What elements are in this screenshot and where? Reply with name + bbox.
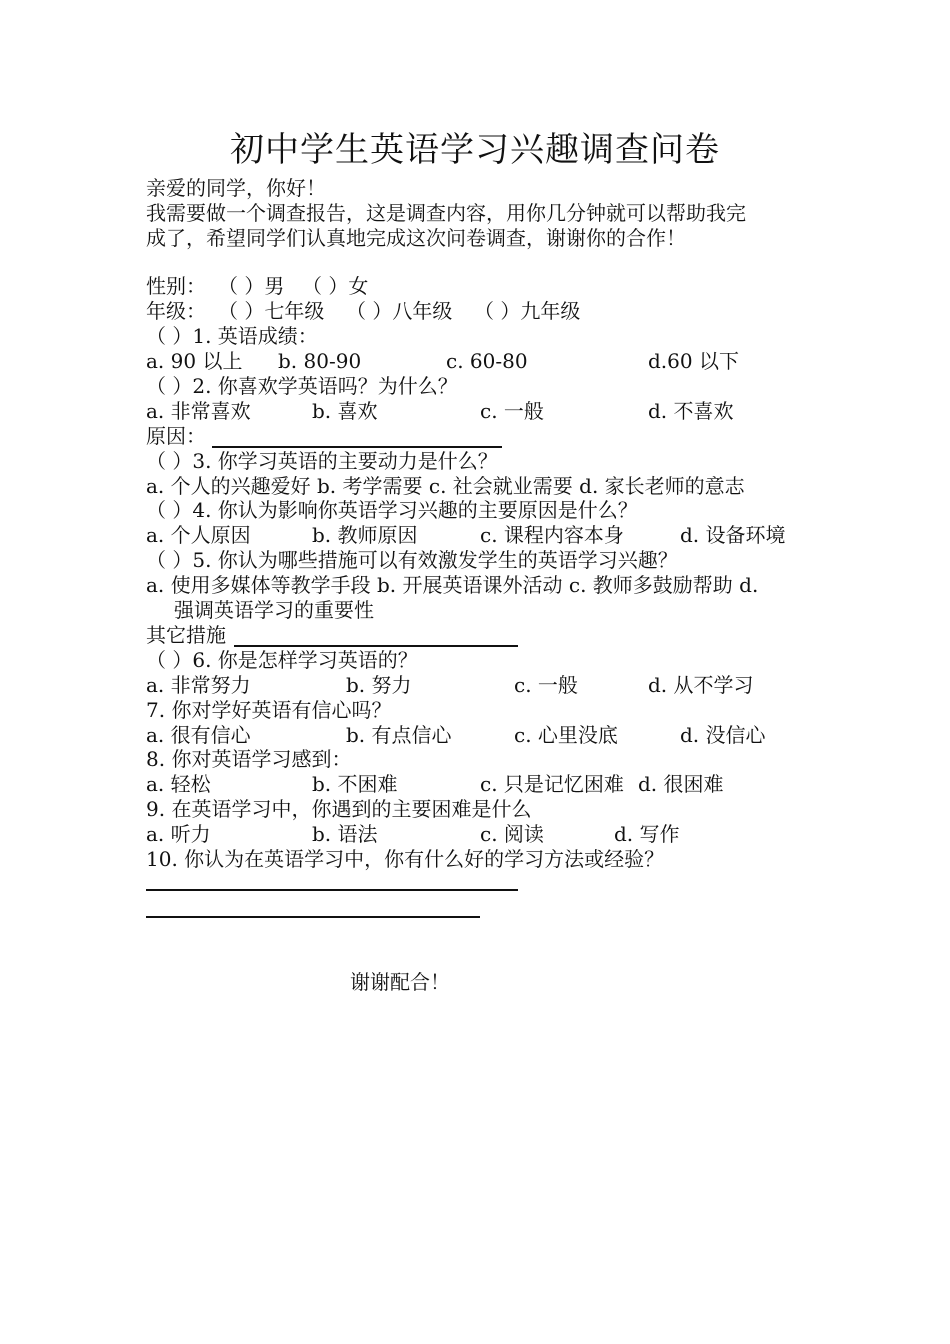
q4-option-b[interactable]: b. 教师原因 xyxy=(312,523,418,547)
q2-option-a[interactable]: a. 非常喜欢 xyxy=(146,399,251,423)
gender-option-male[interactable]: （ ）男 xyxy=(218,274,285,298)
q1-option-a[interactable]: a. 90 以上 xyxy=(146,349,243,373)
other-measures-answer-line[interactable] xyxy=(234,645,518,647)
intro-line-2: 成了，希望同学们认真地完成这次问卷调查，谢谢你的合作！ xyxy=(146,226,686,250)
question-9: 9. 在英语学习中，你遇到的主要困难是什么 xyxy=(146,797,532,821)
closing-thanks: 谢谢配合！ xyxy=(350,970,450,994)
q4-option-c[interactable]: c. 课程内容本身 xyxy=(480,523,624,547)
q9-option-a[interactable]: a. 听力 xyxy=(146,822,211,846)
q4-option-a[interactable]: a. 个人原因 xyxy=(146,523,251,547)
intro-line-1: 我需要做一个调查报告，这是调查内容，用你几分钟就可以帮助我完 xyxy=(146,201,746,225)
q2-option-c[interactable]: c. 一般 xyxy=(480,399,544,423)
question-7: 7. 你对学好英语有信心吗？ xyxy=(146,698,392,722)
greeting: 亲爱的同学，你好！ xyxy=(146,176,326,200)
reason-answer-line[interactable] xyxy=(212,446,502,448)
grade-option-9[interactable]: （ ）九年级 xyxy=(474,299,581,323)
q9-option-d[interactable]: d. 写作 xyxy=(614,822,680,846)
q6-option-c[interactable]: c. 一般 xyxy=(514,673,578,697)
q7-option-b[interactable]: b. 有点信心 xyxy=(346,723,452,747)
question-8: 8. 你对英语学习感到： xyxy=(146,747,352,771)
question-5: （ ）5. 你认为哪些措施可以有效激发学生的英语学习兴趣？ xyxy=(146,548,678,572)
q1-option-d[interactable]: d.60 以下 xyxy=(648,349,739,373)
q8-option-a[interactable]: a. 轻松 xyxy=(146,772,211,796)
other-measures-label: 其它措施 xyxy=(146,623,226,647)
grade-option-8[interactable]: （ ）八年级 xyxy=(346,299,453,323)
question-10: 10. 你认为在英语学习中，你有什么好的学习方法或经验？ xyxy=(146,847,665,871)
q9-option-b[interactable]: b. 语法 xyxy=(312,822,378,846)
reason-label: 原因： xyxy=(146,424,206,448)
question-6: （ ）6. 你是怎样学习英语的？ xyxy=(146,648,418,672)
q10-answer-line-1[interactable] xyxy=(146,889,518,891)
q10-answer-line-2[interactable] xyxy=(146,916,480,918)
question-4: （ ）4. 你认为影响你英语学习兴趣的主要原因是什么？ xyxy=(146,498,638,522)
q7-option-c[interactable]: c. 心里没底 xyxy=(514,723,618,747)
question-2: （ ）2. 你喜欢学英语吗？为什么？ xyxy=(146,374,458,398)
question-3: （ ）3. 你学习英语的主要动力是什么？ xyxy=(146,449,498,473)
gender-label: 性别： xyxy=(146,274,206,298)
q2-option-d[interactable]: d. 不喜欢 xyxy=(648,399,734,423)
grade-label: 年级： xyxy=(146,299,206,323)
q1-option-b[interactable]: b. 80-90 xyxy=(278,349,362,373)
question-5-options-2: 强调英语学习的重要性 xyxy=(174,598,374,622)
q6-option-b[interactable]: b. 努力 xyxy=(346,673,412,697)
gender-option-female[interactable]: （ ）女 xyxy=(302,274,369,298)
question-5-options-1: a. 使用多媒体等教学手段 b. 开展英语课外活动 c. 教师多鼓励帮助 d. xyxy=(146,573,759,597)
q8-option-b[interactable]: b. 不困难 xyxy=(312,772,398,796)
q4-option-d[interactable]: d. 设备环境 xyxy=(680,523,786,547)
q1-option-c[interactable]: c. 60-80 xyxy=(446,349,528,373)
q2-option-b[interactable]: b. 喜欢 xyxy=(312,399,378,423)
question-1: （ ）1. 英语成绩： xyxy=(146,324,318,348)
q8-option-d[interactable]: d. 很困难 xyxy=(638,772,724,796)
q8-option-c[interactable]: c. 只是记忆困难 xyxy=(480,772,624,796)
q6-option-a[interactable]: a. 非常努力 xyxy=(146,673,251,697)
q7-option-d[interactable]: d. 没信心 xyxy=(680,723,766,747)
question-3-options: a. 个人的兴趣爱好 b. 考学需要 c. 社会就业需要 d. 家长老师的意志 xyxy=(146,474,745,498)
grade-option-7[interactable]: （ ）七年级 xyxy=(218,299,325,323)
q6-option-d[interactable]: d. 从不学习 xyxy=(648,673,754,697)
q7-option-a[interactable]: a. 很有信心 xyxy=(146,723,251,747)
q9-option-c[interactable]: c. 阅读 xyxy=(480,822,544,846)
document-title: 初中学生英语学习兴趣调查问卷 xyxy=(230,130,720,170)
